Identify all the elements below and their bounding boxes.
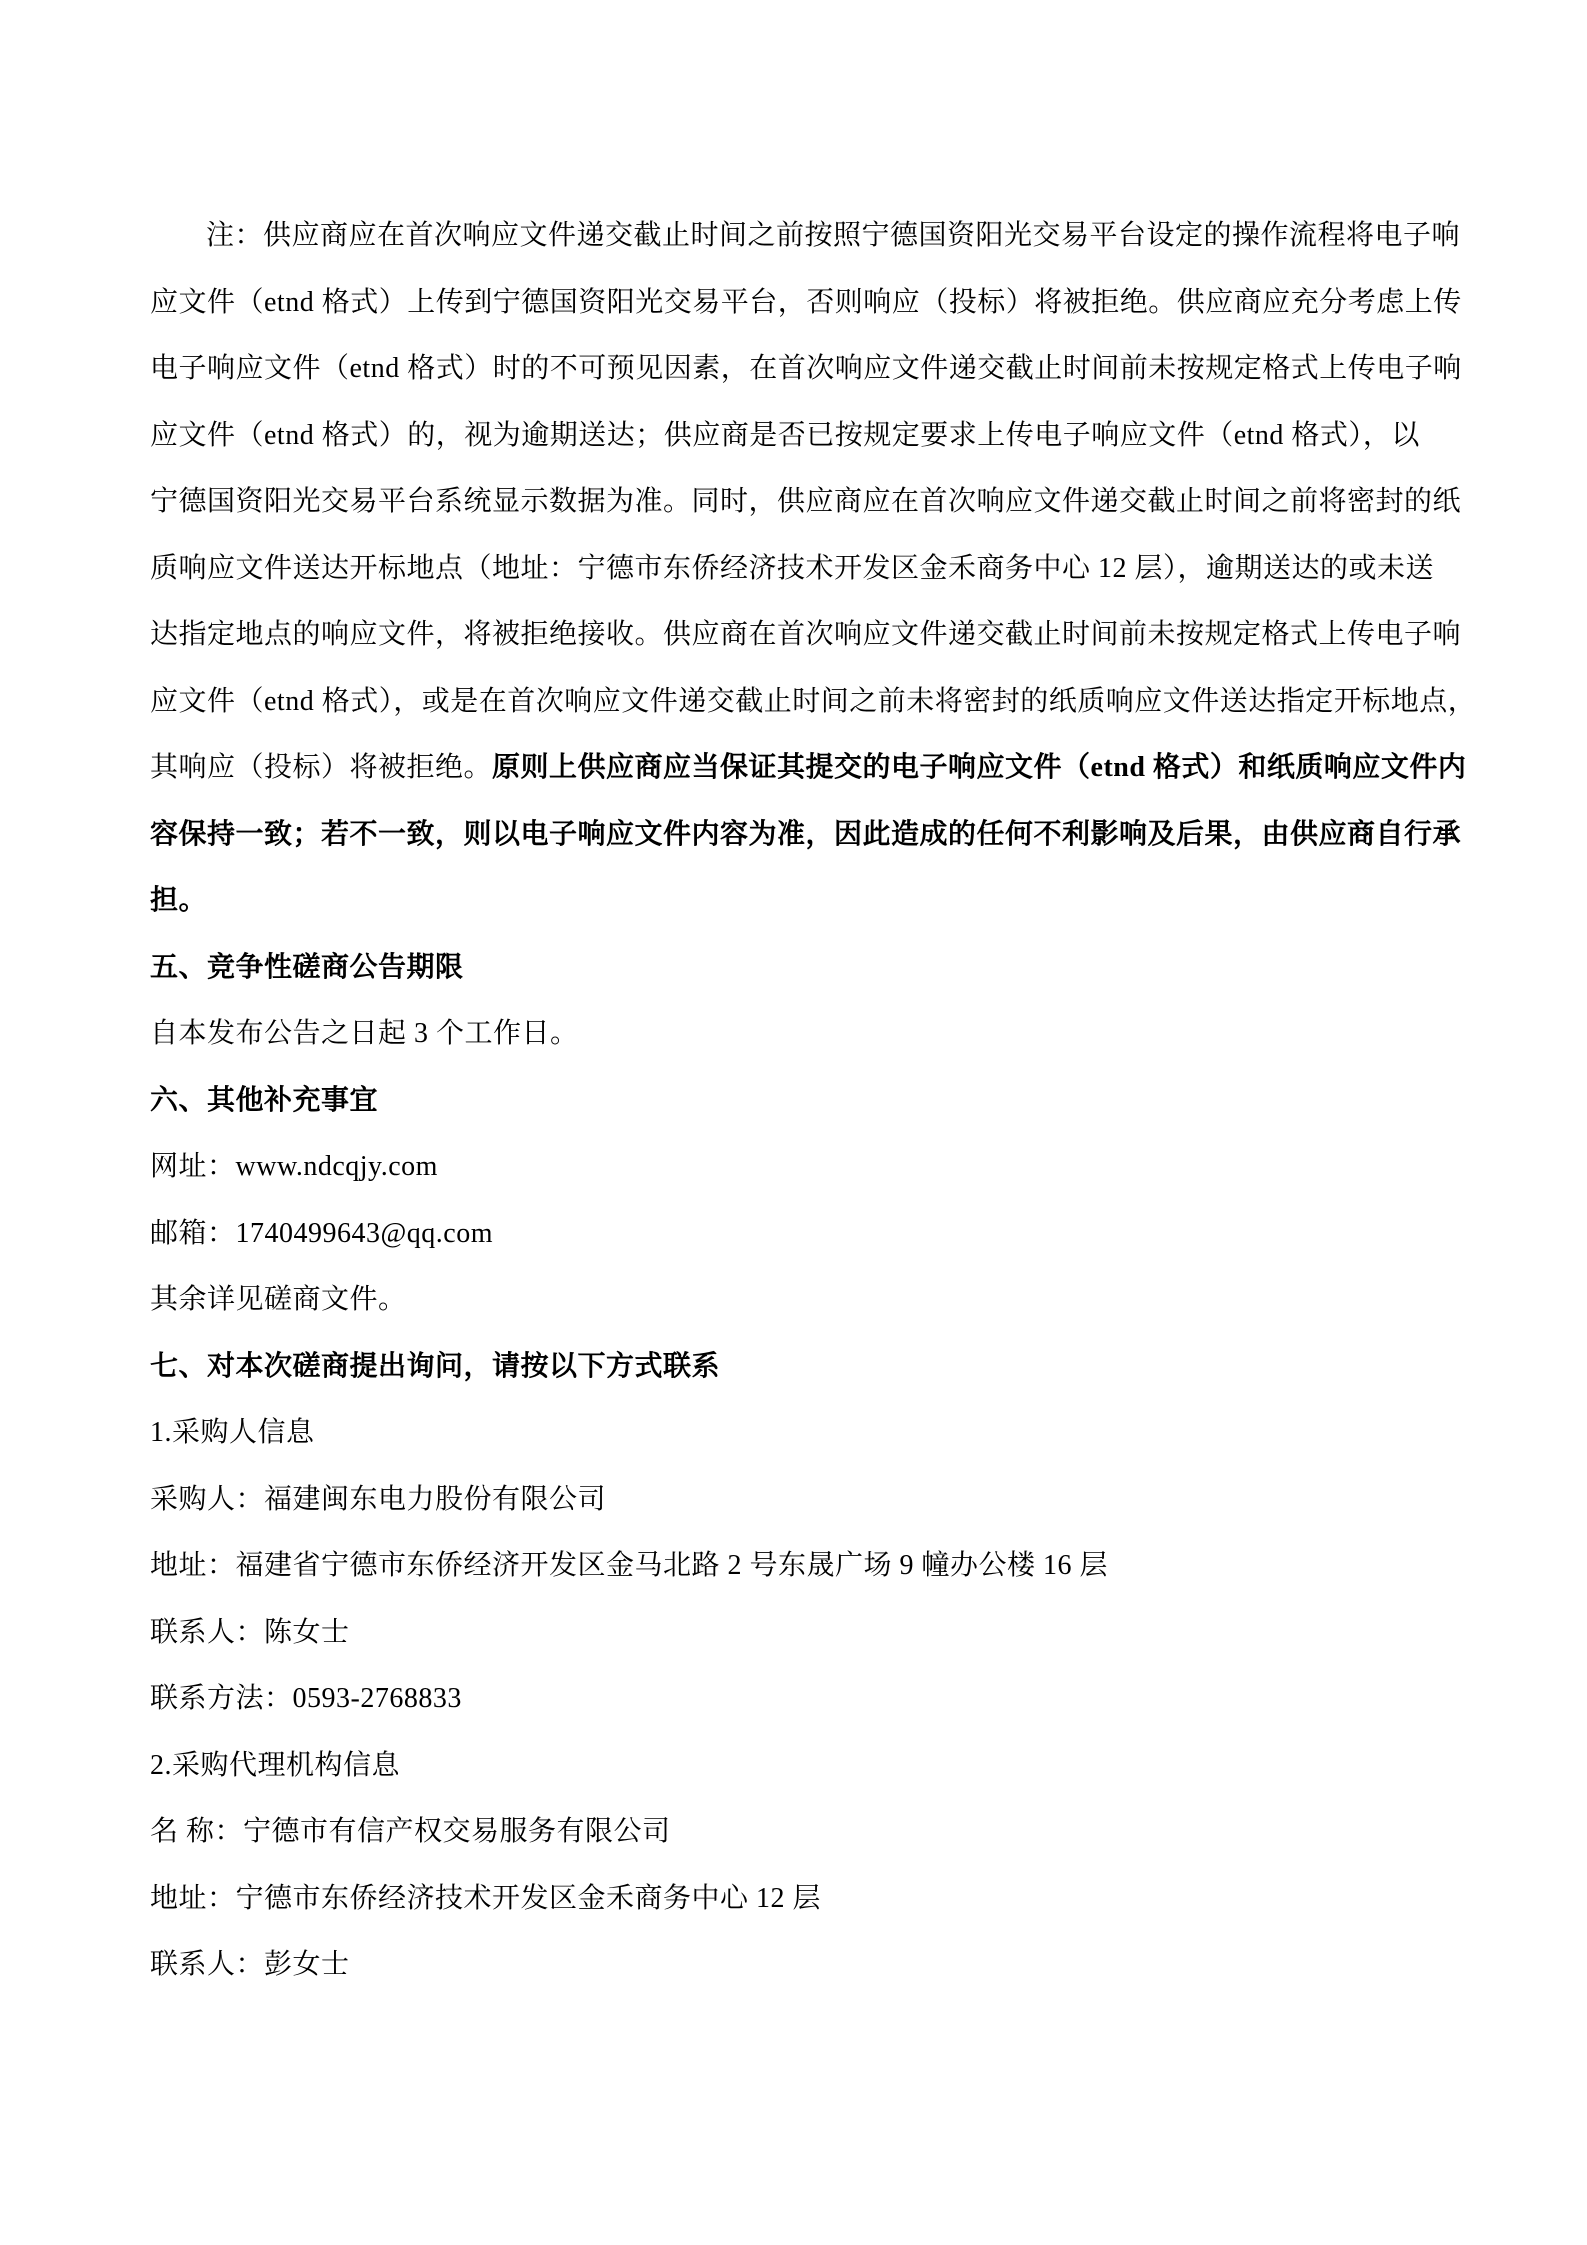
text-run-bold: 担。 (150, 885, 208, 916)
purchaser-name-line (150, 1467, 1439, 1534)
note-paragraph-line-3 (150, 336, 1462, 403)
agency-contact-line (150, 1932, 1439, 1999)
text-run: 1.采购人信息 (150, 1417, 315, 1448)
text-run: 应文件（etnd 格式）上传到宁德国资阳光交易平台，否则响应（投标）将被拒绝。供应商应充分考虑上传 (150, 286, 1462, 318)
text-run-bold: 容保持一致；若不一致，则以电子响应文件内容为准，因此造成的任何不利影响及后果，由供应商自行承 (150, 818, 1462, 850)
text-run-bold: 原则上供应商应当保证其提交的电子响应文件（etnd 格式）和纸质响应文件内 (492, 752, 1467, 783)
text-run: 联系人：彭女士 (150, 1949, 350, 1980)
text-run-bold: 五、竞争性磋商公告期限 (150, 951, 464, 983)
text-run: 质响应文件送达开标地点（地址：宁德市东侨经济技术开发区金禾商务中心 12 层），逾期送达的或未送 (150, 552, 1435, 584)
heading-section-6 (150, 1068, 1439, 1135)
purchaser-info-subheading (150, 1400, 1439, 1467)
text-run: 达指定地点的响应文件，将被拒绝接收。供应商在首次响应文件递交截止时间前未按规定格式上传电子响 (150, 619, 1462, 650)
text-run: 应文件（etnd 格式）的，视为逾期送达；供应商是否已按规定要求上传电子响应文件（etnd 格式），以 (150, 419, 1420, 451)
note-paragraph-line-1 (150, 203, 1461, 270)
text-run: 电子响应文件（etnd 格式）时的不可预见因素，在首次响应文件递交截止时间前未按规定格式上传电子响 (150, 353, 1462, 384)
agency-name-line (150, 1799, 1439, 1866)
see-document-line (150, 1267, 1439, 1334)
text-run: 自本发布公告之日起 3 个工作日。 (150, 1018, 579, 1049)
text-run: 采购人：福建闽东电力股份有限公司 (150, 1483, 607, 1515)
purchaser-contact-line (150, 1600, 1439, 1667)
note-paragraph-line-9 (150, 735, 1467, 802)
text-run: 名 称：宁德市有信产权交易服务有限公司 (150, 1816, 671, 1847)
text-run: 宁德国资阳光交易平台系统显示数据为准。同时，供应商应在首次响应文件递交截止时间之前将密封的纸 (150, 486, 1462, 517)
agency-address-line (150, 1866, 1439, 1933)
text-run: 2.采购代理机构信息 (150, 1749, 401, 1781)
note-paragraph-line-8 (150, 669, 1477, 736)
text-run: 邮箱：1740499643@qq.com (150, 1217, 493, 1249)
purchaser-address-line (150, 1533, 1439, 1600)
note-paragraph-line-7 (150, 602, 1462, 669)
note-paragraph-line-10 (150, 802, 1462, 869)
text-run: 注：供应商应在首次响应文件递交截止时间之前按照宁德国资阳光交易平台设定的操作流程将电子响 (206, 220, 1461, 251)
text-run: 联系方法：0593-2768833 (150, 1683, 462, 1714)
heading-section-5 (150, 935, 1439, 1002)
text-run-bold: 六、其他补充事宜 (150, 1084, 379, 1116)
note-paragraph-line-2 (150, 270, 1462, 337)
website-line (150, 1134, 1439, 1201)
heading-section-7 (150, 1334, 1439, 1401)
text-run: 地址：福建省宁德市东侨经济开发区金马北路 2 号东晟广场 9 幢办公楼 16 层 (150, 1550, 1109, 1581)
announcement-period-text (150, 1001, 1439, 1068)
email-line (150, 1201, 1439, 1268)
text-run: 其响应（投标）将被拒绝。 (150, 752, 493, 783)
note-paragraph-line-4 (150, 403, 1439, 470)
text-run: 网址：www.ndcqjy.com (150, 1151, 438, 1182)
text-run: 联系人：陈女士 (150, 1616, 350, 1648)
note-paragraph-line-11 (150, 868, 1439, 935)
text-run-bold: 七、对本次磋商提出询问，请按以下方式联系 (150, 1350, 721, 1382)
text-run: 其余详见磋商文件。 (150, 1284, 407, 1315)
text-run: 地址：宁德市东侨经济技术开发区金禾商务中心 12 层 (150, 1882, 822, 1914)
note-paragraph-line-6 (150, 536, 1439, 603)
text-run: 应文件（etnd 格式），或是在首次响应文件递交截止时间之前未将密封的纸质响应文件送达指定开标地点， (150, 685, 1477, 717)
purchaser-phone-line (150, 1666, 1439, 1733)
document-content (150, 203, 1477, 1999)
note-paragraph-line-5 (150, 469, 1462, 536)
agency-info-subheading (150, 1733, 1439, 1800)
